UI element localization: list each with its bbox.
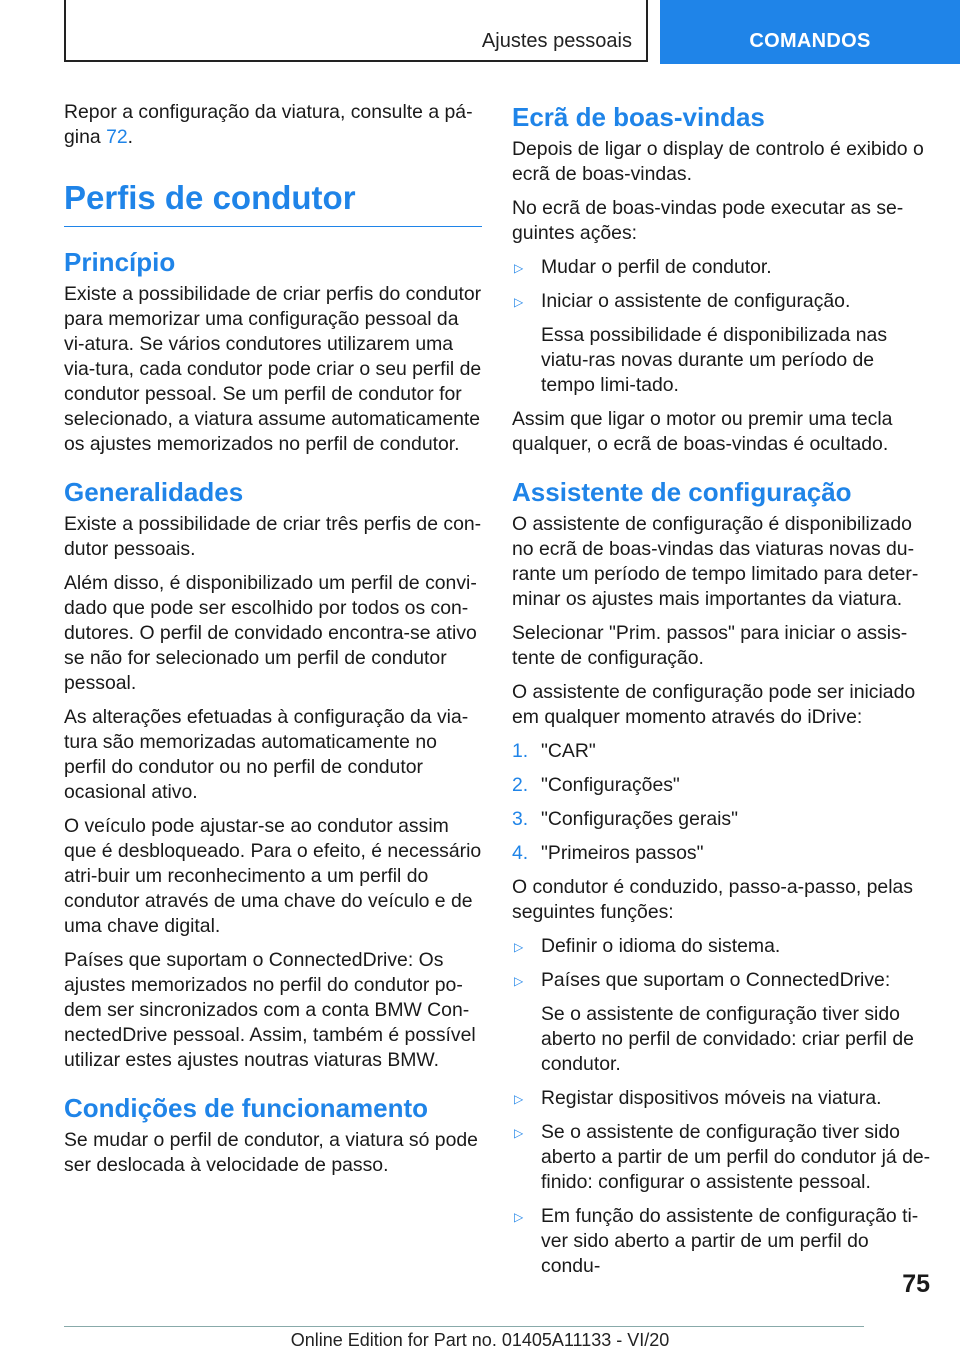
generalidades-paragraph-5: Países que suportam o ConnectedDrive: Os ajustes memorizados no perfil do condutor po-dem ser sincronizados com a conta BMW Con-nectedDrive pessoal. Assim, também é possível utilizar estes ajustes noutras viaturas BMW. <box>64 949 476 1071</box>
ecra-paragraph-2: No ecrã de boas-vindas pode executar as se-guintes ações: <box>512 197 904 244</box>
assistente-bullet-list <box>512 934 932 1279</box>
heading-generalidades: Generalidades <box>64 477 244 507</box>
list-item-text: Se o assistente de configuração tiver sido aberto a partir de um perfil do condutor já de-finido: configurar o assistente pessoal. <box>541 1121 931 1193</box>
list-item-text: Países que suportam o ConnectedDrive: <box>541 969 891 991</box>
list-item <box>512 289 932 398</box>
step-number: 2. <box>512 774 529 796</box>
generalidades-paragraph-1: Existe a possibilidade de criar três perfis de con-dutor pessoais. <box>64 513 482 560</box>
list-item-text: Em função do assistente de configuração ti-ver sido aberto a partir de um perfil do condu- <box>541 1205 919 1277</box>
list-item-text: "Configurações" <box>541 774 680 796</box>
step-number: 3. <box>512 808 529 830</box>
triangle-bullet-icon: ▷ <box>514 1092 524 1106</box>
list-item-text: Iniciar o assistente de configuração. <box>541 290 851 312</box>
principio-paragraph: Existe a possibilidade de criar perfis do condutor para memorizar uma configuração pessoal da vi-atura. Se vários condutores utilizarem uma via-tura, cada condutor pode criar o seu perfil de condutor pessoal. Se um perfil de condutor for selecionado, a viatura assume automaticamente os ajustes memorizados no perfil de condutor. <box>64 283 482 455</box>
header-chapter-label: COMANDOS <box>749 30 871 52</box>
list-item <box>512 773 932 798</box>
footer-divider <box>64 1326 864 1327</box>
page-reference-link[interactable]: 72 <box>106 126 128 148</box>
intro-text-end: . <box>127 126 134 148</box>
header-chapter-tab <box>660 0 960 64</box>
list-item <box>512 1086 932 1111</box>
list-item <box>512 968 932 1077</box>
condicoes-paragraph: Se mudar o perfil de condutor, a viatura só pode ser deslocada à velocidade de passo. <box>64 1129 478 1176</box>
triangle-bullet-icon: ▷ <box>514 974 524 988</box>
assistente-paragraph-1: O assistente de configuração é disponibilizado no ecrã de boas-vindas das viaturas novas du-rante um período de tempo limitado para deter-minar os ajustes mais importantes da viatura. <box>512 513 919 610</box>
left-column <box>64 100 482 1187</box>
heading-assistente: Assistente de configuração <box>512 477 852 507</box>
list-item-subtext: Essa possibilidade é disponibilizada nas viatu-ras novas durante um período de tempo limi-tado. <box>541 324 888 396</box>
footer-edition: Online Edition for Part no. 01405A11133 - VI/20 <box>290 1330 670 1350</box>
ecra-paragraph-1: Depois de ligar o display de controlo é exibido o ecrã de boas-vindas. <box>512 138 924 185</box>
heading-condicoes: Condições de funcionamento <box>64 1093 429 1123</box>
header-section-label: Ajustes pessoais <box>481 30 632 52</box>
ecra-paragraph-3: Assim que ligar o motor ou premir uma tecla qualquer, o ecrã de boas-vindas é ocultado. <box>512 408 893 455</box>
list-item <box>512 739 932 764</box>
intro-text: Repor a configuração da viatura, consulte a pá-gina <box>64 101 473 148</box>
assistente-paragraph-4: O condutor é conduzido, passo-a-passo, pelas seguintes funções: <box>512 876 913 923</box>
list-item <box>512 934 932 959</box>
generalidades-paragraph-3: As alterações efetuadas à configuração da via-tura são memorizadas automaticamente no perfil do condutor ou no perfil de condutor ocasional ativo. <box>64 706 469 803</box>
triangle-bullet-icon: ▷ <box>514 940 524 954</box>
list-item-text: Definir o idioma do sistema. <box>541 935 781 957</box>
list-item <box>512 841 932 866</box>
intro-paragraph <box>64 100 482 150</box>
list-item-text: "Primeiros passos" <box>541 842 704 864</box>
step-number: 4. <box>512 842 529 864</box>
heading-ecra: Ecrã de boas-vindas <box>512 102 765 132</box>
step-number: 1. <box>512 740 529 762</box>
generalidades-paragraph-4: O veículo pode ajustar-se ao condutor assim que é desbloqueado. Para o efeito, é necessário atri-buir um reconhecimento a um perfil do condutor através de uma chave do veículo e de uma chave digital. <box>64 815 482 937</box>
triangle-bullet-icon: ▷ <box>514 295 524 309</box>
list-item-text: "Configurações gerais" <box>541 808 739 830</box>
triangle-bullet-icon: ▷ <box>514 1126 524 1140</box>
chapter-heading: Perfis de condutor <box>64 178 482 227</box>
list-item-text: "CAR" <box>541 740 596 762</box>
triangle-bullet-icon: ▷ <box>514 1210 524 1224</box>
list-item <box>512 1204 932 1279</box>
heading-principio: Princípio <box>64 247 176 277</box>
ecra-bullet-list <box>512 255 932 398</box>
assistente-paragraph-3: O assistente de configuração pode ser iniciado em qualquer momento através do iDrive: <box>512 681 916 728</box>
header-section-tab <box>64 0 648 62</box>
list-item <box>512 807 932 832</box>
list-item-text: Registar dispositivos móveis na viatura. <box>541 1087 882 1109</box>
list-item-text: Mudar o perfil de condutor. <box>541 256 772 278</box>
list-item <box>512 255 932 280</box>
list-item <box>512 1120 932 1195</box>
assistente-paragraph-2: Selecionar "Prim. passos" para iniciar o assis-tente de configuração. <box>512 622 908 669</box>
list-item-subtext: Se o assistente de configuração tiver sido aberto no perfil de convidado: criar perfil de condutor. <box>541 1003 914 1075</box>
generalidades-paragraph-2: Além disso, é disponibilizado um perfil de convi-dado que pode ser escolhido por todos os con-dutores. O perfil de convidado encontra-se ativo se não for selecionado um perfil de condutor pessoal. <box>64 572 477 694</box>
right-column <box>512 100 932 1288</box>
page-number: 75 <box>902 1270 930 1298</box>
triangle-bullet-icon: ▷ <box>514 261 524 275</box>
idrive-steps-list <box>512 739 932 866</box>
